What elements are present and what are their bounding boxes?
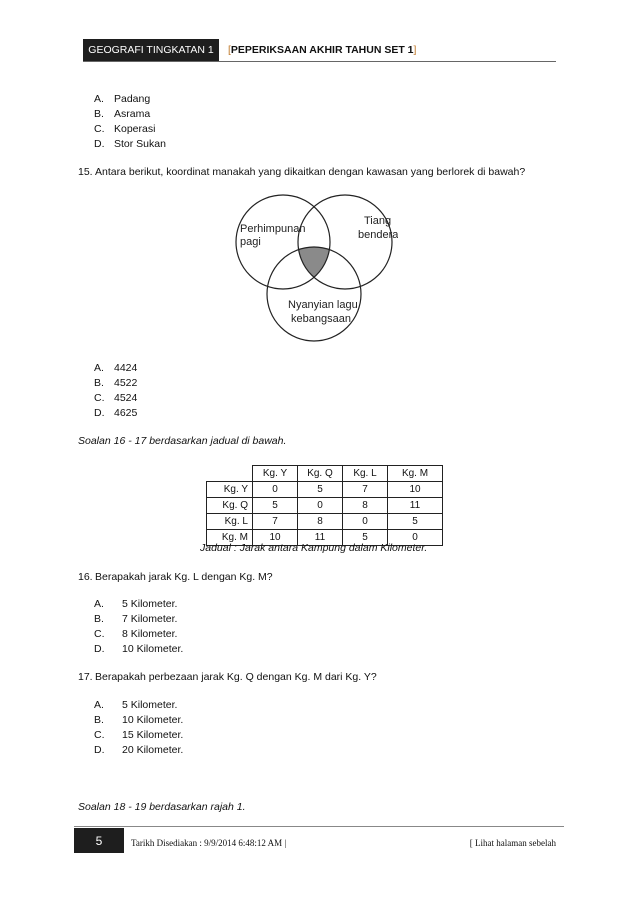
question-17: 17. Berapakah perbezaan jarak Kg. Q dengan Kg. M dari Kg. Y?: [78, 671, 377, 683]
set-label-3: Nyanyian lagu: [288, 299, 358, 311]
exam-title: [PEPERIKSAAN AKHIR TAHUN SET 1]: [228, 44, 417, 56]
table-cell: 7: [253, 514, 298, 530]
table-cell: 5: [298, 482, 343, 498]
distance-table: [206, 465, 443, 546]
row-header: Kg. Y: [207, 482, 253, 498]
row-header: Kg. M: [207, 530, 253, 546]
table-cell: 5: [388, 514, 443, 530]
column-header: Kg. Y: [253, 466, 298, 482]
q17-options: [94, 698, 183, 758]
table-cell: 5: [253, 498, 298, 514]
column-header: Kg. M: [388, 466, 443, 482]
option[interactable]: B. 4522: [94, 377, 138, 389]
option[interactable]: C. 15 Kilometer.: [94, 729, 184, 741]
table-cell: 5: [343, 530, 388, 546]
table-cell: 7: [343, 482, 388, 498]
instruction-18-19: Soalan 18 - 19 berdasarkan rajah 1.: [78, 801, 246, 813]
row-header: Kg. Q: [207, 498, 253, 514]
q16-options: [94, 597, 183, 657]
option[interactable]: D. 4625: [94, 407, 138, 419]
option[interactable]: A. Padang: [94, 93, 151, 105]
column-header: Kg. Q: [298, 466, 343, 482]
table-cell: 11: [388, 498, 443, 514]
footer-divider: [74, 826, 564, 827]
table-cell: 10: [253, 530, 298, 546]
set-label-2: Tiang: [364, 215, 392, 227]
page-number: 5: [74, 828, 124, 853]
option[interactable]: A. 5 Kilometer.: [94, 598, 178, 610]
prepared-date: Tarikh Disediakan : 9/9/2014 6:48:12 AM |: [131, 838, 287, 848]
header-divider: [83, 61, 556, 62]
column-header: Kg. L: [343, 466, 388, 482]
table-row: [207, 482, 443, 498]
set-label-1b: pagi: [240, 236, 261, 248]
option[interactable]: A. 5 Kilometer.: [94, 699, 178, 711]
row-header: Kg. L: [207, 514, 253, 530]
option[interactable]: C. Koperasi: [94, 123, 156, 135]
option[interactable]: C. 8 Kilometer.: [94, 628, 178, 640]
table-header-row: [207, 466, 443, 482]
table-cell: 0: [253, 482, 298, 498]
set-label-1: Perhimpunan: [240, 223, 306, 235]
table-caption: Jadual : Jarak antara Kampung dalam Kilometer.: [200, 542, 428, 554]
subject-tab: GEOGRAFI TINGKATAN 1: [83, 39, 219, 61]
option[interactable]: D. Stor Sukan: [94, 138, 166, 150]
set-circle-2: [298, 195, 392, 289]
option[interactable]: C. 4524: [94, 392, 138, 404]
next-page-note: [ Lihat halaman sebelah: [469, 838, 556, 848]
table-cell: 0: [388, 530, 443, 546]
option[interactable]: D. 10 Kilometer.: [94, 643, 184, 655]
option[interactable]: A. 4424: [94, 362, 138, 374]
set-label-3b: kebangsaan: [291, 313, 351, 325]
venn-diagram: [228, 190, 398, 350]
table-row: [207, 514, 443, 530]
question-16: 16. Berapakah jarak Kg. L dengan Kg. M?: [78, 571, 273, 583]
table-cell: 10: [388, 482, 443, 498]
table-cell: 0: [298, 498, 343, 514]
set-label-2b: bendera: [358, 229, 398, 241]
table-cell: 0: [343, 514, 388, 530]
option[interactable]: B. 10 Kilometer.: [94, 714, 184, 726]
table-row: [207, 498, 443, 514]
question-15: 15. Antara berikut, koordinat manakah yang dikaitkan dengan kawasan yang berlorek di bawah?: [78, 166, 526, 178]
q14-options: [94, 92, 166, 152]
option[interactable]: D. 20 Kilometer.: [94, 744, 184, 756]
q15-options: [94, 361, 137, 421]
table-cell: 8: [343, 498, 388, 514]
table-cell: 8: [298, 514, 343, 530]
instruction-16-17: Soalan 16 - 17 berdasarkan jadual di bawah.: [78, 435, 287, 447]
table-cell: 11: [298, 530, 343, 546]
option[interactable]: B. Asrama: [94, 108, 151, 120]
option[interactable]: B. 7 Kilometer.: [94, 613, 178, 625]
